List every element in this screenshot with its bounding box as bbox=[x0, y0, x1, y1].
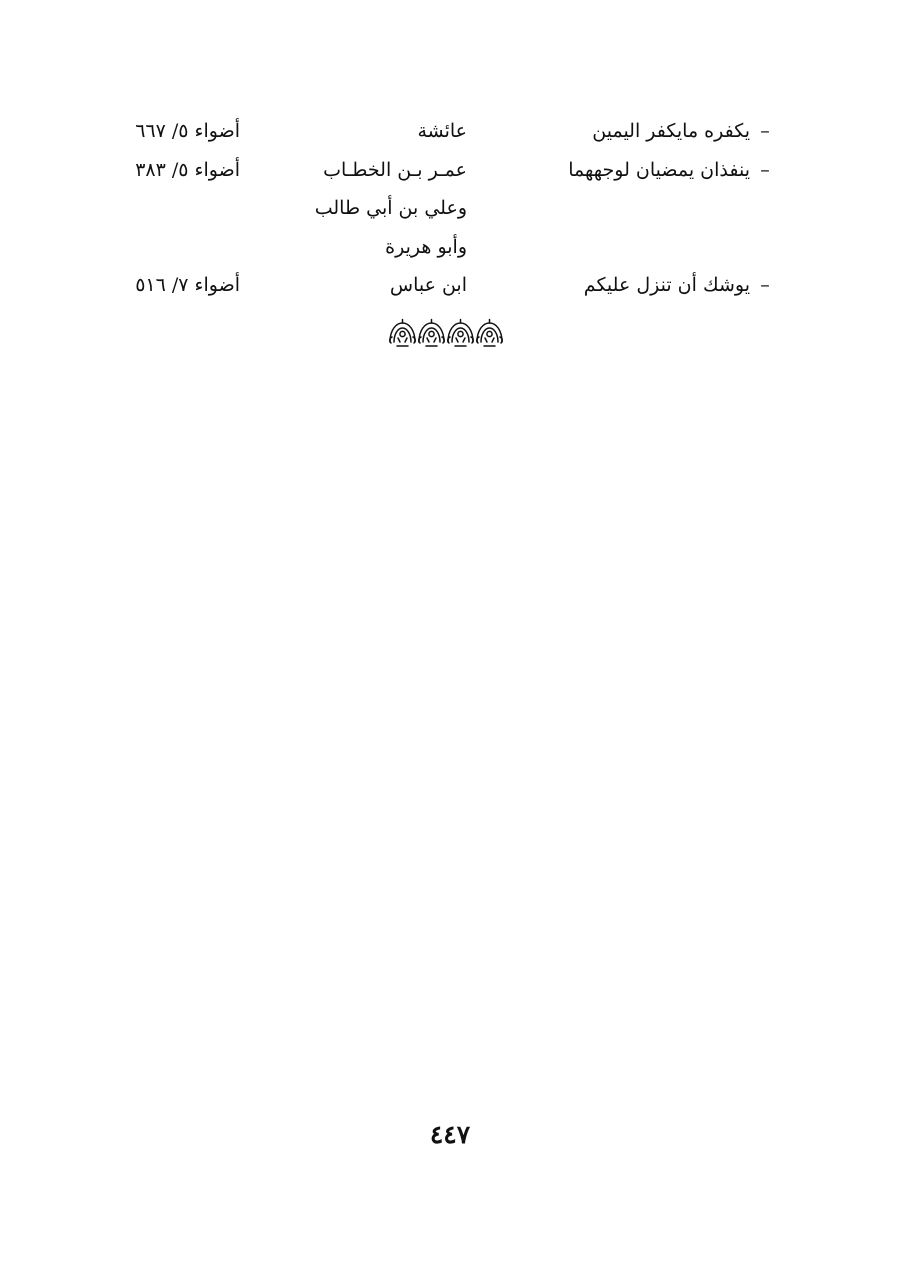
entry-reference: أضواء ٥/ ٣٨٣ bbox=[135, 158, 240, 181]
index-entry bbox=[110, 112, 780, 151]
narrator-name: عائشة bbox=[417, 120, 467, 142]
narrator-name: عمـر بـن الخطـاب bbox=[323, 158, 467, 181]
entry-reference: أضواء ٥/ ٦٦٧ bbox=[135, 120, 240, 142]
entry-narrators bbox=[307, 112, 467, 151]
entry-narrators bbox=[307, 151, 467, 267]
entry-narrators bbox=[307, 266, 467, 305]
index-entry bbox=[110, 151, 780, 267]
narrator-name: وأبو هريرة bbox=[385, 235, 467, 258]
narrator-name: ابن عباس bbox=[389, 274, 467, 296]
index-entry bbox=[110, 266, 780, 305]
narrator-name: وعلي بن أبي طالب bbox=[314, 197, 467, 219]
entry-text: ينفذان يمضيان لوجههما bbox=[568, 158, 750, 181]
entry-dash: – bbox=[760, 120, 770, 142]
entry-reference: أضواء ٧/ ٥١٦ bbox=[135, 274, 240, 296]
hadith-index-table bbox=[110, 112, 780, 305]
entry-text: يوشك أن تنزل عليكم bbox=[583, 274, 750, 296]
entry-text: يكفره مايكفر اليمين bbox=[592, 120, 750, 142]
page-number: ٤٤٧ bbox=[429, 1120, 471, 1149]
entry-dash: – bbox=[760, 158, 770, 181]
floral-ornament-icon bbox=[388, 318, 504, 348]
entry-dash: – bbox=[760, 274, 770, 296]
